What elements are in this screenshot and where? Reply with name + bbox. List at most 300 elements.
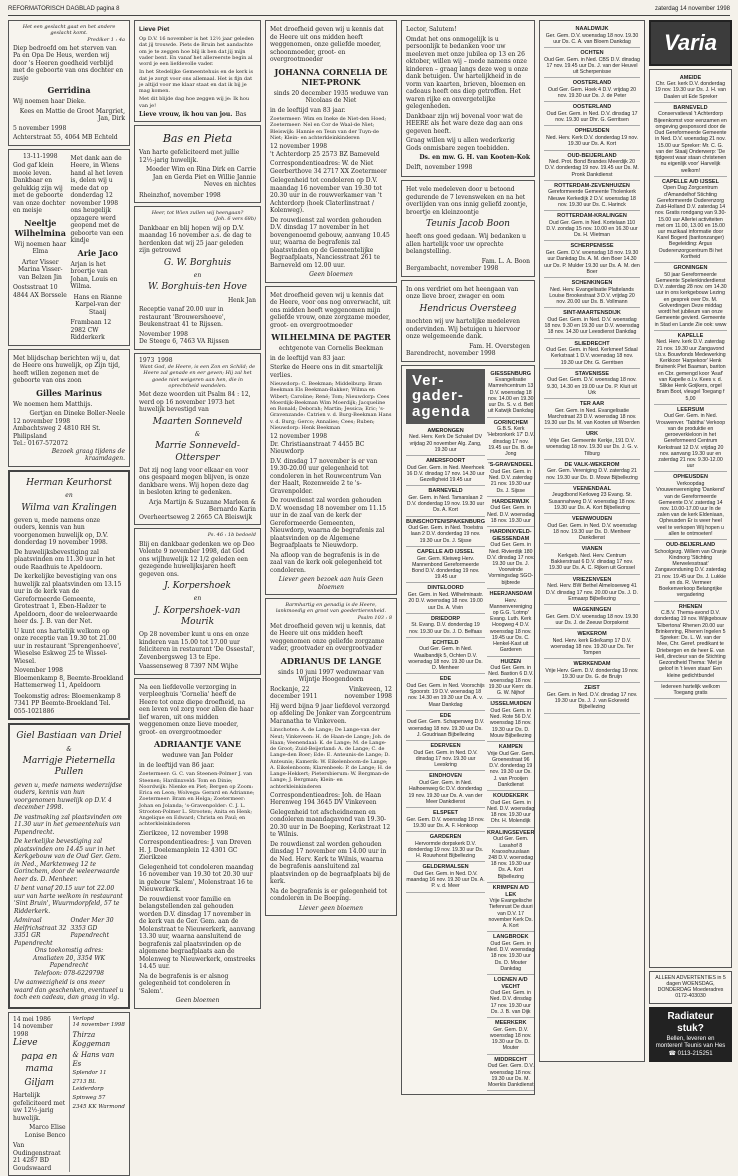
listing-title: KOUDEKERK	[487, 793, 534, 800]
listing-body: Ger. Gem. D.V. woensdag 18 nov. 19.30 uur Ds. D. Mouter	[490, 1027, 532, 1052]
handwritten-7: Spinweg 57	[73, 1095, 126, 1102]
listing-body: Ger. Gem. Vereniging D.V. zaterdag 21 nov. 19.30 uur Ds. D. Mouw Bijbellezing	[546, 468, 638, 480]
listing-item	[544, 605, 640, 629]
listing-title: VEENWOUDEN	[544, 516, 640, 523]
quote: Barmhartig en genadig is de Heere, lankmoedig en groot van goedertierenheid.	[270, 602, 392, 615]
year-from: 1973	[139, 357, 154, 365]
listing-title: NAALDWIJK	[544, 26, 640, 33]
notice-address-1: Bloemenkamp 8, Beemte-Broekland	[14, 675, 124, 683]
listing-body: Oud Ger. Gem. Hoek 4 D.V. vrijdag 20 nov. 19.30 uur Ds. J. de Peter	[548, 87, 636, 99]
notice-p2: In het Stedelijke Gemeentehuis en de kerk is dat je zorgt voor ons allemaal. Het is fijn dat je altijd voor me klaar staat en dat ik bij je mag komen.	[139, 69, 256, 94]
column-4	[401, 20, 535, 1062]
anniversary-borghuis	[134, 206, 261, 350]
listing-body: Oud Ger. Gem. in Ned. Bastion 6 D.V. woensdag 18 nov. 19.30 uur Kern: ds. G. W. Nijhof	[488, 665, 533, 696]
listing-body: Ger. Gem. in Ned. Evangelisatie Marchstraat 23 D.V. woensdag 18 nov. 19.30 uur Ds. M. van Kooten uit Woerden	[544, 408, 639, 426]
listing-body: Oud Ger. Gem. in Ned. D.V. dinsdag 17 nov. 19.30 uur Leeskring	[413, 750, 477, 768]
deceased-sub: sinds 10 juni 1997 weduwnaar van Wijntje Hoogendoorn	[270, 669, 392, 684]
names: Moeder Wim en Rina Dirk en Carrie Jan en Gerda Piet en Willie Jannie Neves en nichtes	[139, 166, 256, 189]
thanks-van-kooten	[401, 20, 535, 177]
listing-item	[654, 73, 727, 103]
notice-address-2: Frambaan 12 2982 CW Ridderkerk	[71, 319, 126, 342]
notice-p2: De rouwdienst voor familie en belangstellenden zal gehouden worden D.V. dinsdag 17 november in de kerk van de Ger. Gem. aan de Molenstraat te Nieuwerkerk, aanvang 13.30 uur, waarna aansluitend de begrafenis zal plaatsvinden op de algemene begraafplaats aan de Molenweg te Nieuwerkerk, omstreeks 14.45 uur.	[139, 896, 256, 971]
notice-phone: Telefoon: 078-6229798	[14, 970, 124, 978]
listing-item	[544, 339, 640, 369]
handwritten-4: & Hans van Es	[73, 1051, 126, 1069]
listing-item	[487, 527, 534, 589]
listing-body: Ned. Herv. kerk D.V. zaterdag 21 nov. 19.30 uur Zangavond t.b.v. Bouwfonds Medewerking Kerkkoor 'Harpekoor' Henk Bruinenk Piet Baaman, bariton en Cbr. gemengd koor 'Asaf' van Kapelle o.l.v. Kees v. d. Slikke Henk Goijkers, orgel Bram Boot, vleugel Toegang f 5,00	[655, 339, 725, 401]
listing-item	[487, 742, 534, 791]
listing-title: HUIZEN	[487, 659, 534, 666]
and: &	[14, 746, 124, 754]
listing-title: OOSTERLAND	[544, 104, 640, 111]
meeting-agenda	[401, 365, 535, 1096]
child-name: Gilles Marinus	[13, 388, 125, 398]
listing-item	[544, 484, 640, 514]
listing-title: KAMPEN	[487, 744, 534, 751]
listing-title: DE VALK-WEKEROM	[544, 462, 640, 469]
column-5	[539, 20, 645, 1062]
deceased-name: JOHANNA CORNELIA DE NIET-PRONK	[270, 67, 392, 87]
parents: Kees en Mattie de Groot Margriet, Jan, Dirk	[13, 108, 125, 123]
listing-body: Oud Ger. Gem. in Ned. Kortelaan 110 D.V. zondag 15 nov. 10.00 en 16.30 uur Ds. H. Vlietman	[546, 220, 637, 238]
bride-name: Wilma van Kralingen	[14, 503, 124, 514]
listing-item	[544, 126, 640, 150]
listing-title: WERKENDAM	[544, 661, 640, 668]
notice-address: Achterstraat 55, 4064 MB Echteld	[13, 134, 125, 142]
column-2	[134, 20, 261, 1062]
listing-body: Oud Ger. Gem. in Ned. Kerkmeef Sdaal Kerkstraat 1 D.V. woensdag 18 nov. 19.30 uur Dhr. G. Gerritsen	[546, 347, 637, 365]
notice-p1: D.V. dinsdag 17 november is er van 19.30-20.00 uur gelegenheid tot condoleren in het Rouwcentrum Van der Haalt, Rozenweide 2 te 's-Gravenpolder.	[270, 458, 392, 496]
listing-body: Ned. Herv. Kerk De Schakel DV vrijdag 20 november Alg. Zang, 19.30 uur	[409, 434, 482, 452]
notice-address: Vaassenseweg 8 7397 NM Wijhe	[139, 663, 256, 671]
deceased-name: ADRIANUS DE LANGE	[270, 656, 392, 666]
listing-title: AMERONGEN	[406, 428, 485, 435]
column-1	[8, 20, 130, 1062]
notice-footer: Geen bloemen	[139, 997, 256, 1005]
notice-address: Van Oudingenstraat 21 4287 BD Goudswaard	[13, 1142, 66, 1172]
notice-body: Met deze woorden uit Psalm 84 : 12, werd op 16 november 1973 het huwelijk bevestigd van	[139, 391, 256, 414]
and: en	[139, 272, 256, 280]
listing-item	[487, 418, 534, 461]
listing-title: SCHERPENISSE	[544, 243, 640, 250]
notice-body: geven u, mede namens onze ouders, kennis van hun voorgenomen huwelijk op, D.V. donderdag 19 november 1998.	[14, 517, 124, 547]
listing-body: Ger. Gem. D.V. woensdag 18 nov. 19.30 uur Ds. C. A. van Bloem Dankdag	[546, 33, 639, 45]
anniversary-sonneveld	[134, 353, 261, 526]
listing-title: EINDHOVEN	[406, 773, 485, 780]
listing-item	[544, 575, 640, 605]
notice-body: Met droefheid geven wij u kennis dat de Heere, voor ons nog onverwacht, uit ons midden heeft weggenomen mijn geliefde vrouw, onze zorgzame moeder, groot- en overgrootmoeder	[270, 292, 392, 330]
listing-item	[654, 540, 727, 601]
handwritten-2: 14 november 1998	[73, 1022, 126, 1029]
listing-title: MIDDRECHT	[487, 1057, 534, 1064]
listing-item	[487, 883, 534, 932]
listing-title: AMERSFOORT	[406, 458, 485, 465]
parents: Gertjan en Dineke Boller-Neele	[13, 410, 125, 418]
notice-p1: Gelegenheid tot condoleren maandag 16 november van 19.30 tot 20.30 uur in gebouw 'Salem', Molenstraat 16 te Nieuwerkerk.	[139, 864, 256, 894]
listing-body: Oud Ger. Gem. in Ned. Rote 56 D.V. woensdag 18 nov. 19.30 uur Ds. D. Mouw Bijbellezing	[490, 708, 532, 739]
quote: Heer, tot Wien zullen wij heengaan?	[139, 210, 256, 216]
year-to: 1998	[157, 357, 172, 365]
signature: Fam. H. Overstegen	[406, 343, 530, 351]
handwritten-3: Thirza Koggeman	[73, 1031, 126, 1049]
listing-title: STAVENISSE	[544, 371, 640, 378]
children: Arja Martijn & Suzanne Marleen & Bernardo Karin	[139, 499, 256, 514]
listing-title: OOSTERLAND	[544, 80, 640, 87]
notice-address-2: Onder Mer 30 3353 GD Papendrecht	[71, 917, 125, 947]
quote-ref: (Joh. 6 vers 68b)	[139, 216, 256, 222]
notice-body: Van harte gefeliciteerd met jullie 12½-jarig huwelijk.	[139, 149, 256, 164]
listing-body: Conservatieval 't Achterdorp Bijeenkomst voor eenzamen en omgeving gesponsord door de Oud Gereformeerde Gemeente in Ned. D.V. woensdag 21 nov. 15.00 uur Spreker: Mr. C. G. van der Staaij Onderwerp: 'De tijdgeest waar staan christenen nu eigenlijk voor' Harvelijk welkom!	[654, 111, 727, 173]
notice-body: Na een liefdevolle verzorging in verpleeghuis 'Cornelia' heeft de Heere tot onze diepe droefheid, na een leven vol zorg voor allen die haar lief waren, uit ons midden weggenomen onze lieve moeder, groot- en overgrootmoeder	[139, 684, 256, 737]
listing-title: CAPELLE A/D IJSSEL	[654, 179, 727, 186]
listing-body: Chr. Ger. kerk D.V. donderdag 19 nov. 19.30 uur Ds. J. H. van Daalen uit Ede Spreker	[655, 81, 726, 99]
listing-body: Oud Ger. Gem. in Ned. D.V. maandag 16 nov. 19.30 uur Ds. A. P. v. d. Meer	[406, 871, 484, 889]
listing-body: Oud Ger. Gem. in Ned. Meerhoek 16 D.V. dinsdag 17 nov. 14.30 uur Gezelligheid 19.45 uur	[407, 465, 485, 483]
quote: Het een geslacht gaat en het andere geslacht komt.	[13, 24, 125, 37]
deceased-name: ADRIAANTJE VANE	[139, 739, 256, 749]
agenda-title-1: Ver-	[412, 373, 479, 389]
listing-title: HARDINXVELD-GIESSENDAM	[487, 529, 534, 542]
listing-body: Ned. Herv. BW Bethel Almeloseweg 41 D.V. dinsdag 17 nov. 20.00 uur Ds. J. D. Ermaarp Bijbellezing	[546, 583, 638, 601]
notice-p3: U kunt ons hartelijk welkom op onze receptie van 19.30 tot 21.00 uur in restaurant 'Sprengenhoeve', Wieselse Eskweg 25 te Wissel-Wiesel.	[14, 628, 124, 666]
notice-date: November 1998	[139, 331, 256, 339]
listing-title: OPHEUSDEN	[544, 128, 640, 135]
notice-bas-en-pieta	[134, 125, 261, 203]
notice-address: De Steege 6, 7463 VA Rijssen	[139, 338, 256, 346]
varia-heading: Varia	[649, 20, 732, 66]
notice-footer: Liever geen bezoek aan huis Geen bloemen	[270, 576, 392, 591]
deceased-age: in de leeftijd van 83 jaar.	[270, 107, 392, 115]
listing-body: Ger. Gem. in Ned. D.V. dinsdag 17 nov. 19.30 uur Ds. J. J. van Eckeveld Bijbellezing	[547, 692, 638, 710]
listing-body: Ger. Gem. D.V. woensdag 18 nov. 19.30 uur Dankdag Ds. A. M. den Boer 14.30 uur Ds. P. Mulder 19.30 uur Ds. A. M. den Boer	[544, 250, 640, 275]
listing-item	[544, 460, 640, 484]
notice-date: Delft, november 1998	[406, 164, 530, 172]
listing-title: LANGBROEK	[487, 934, 534, 941]
notice-note: Bezoek graag tijdens de kraamdagen.	[13, 448, 125, 463]
anniversary-notice-giljam	[8, 1012, 130, 1176]
notice-body: God gaf klein mooie leven. Dankbaar en gelukkig zijn wij met de geboorte van onze dochter en meisje	[13, 162, 68, 215]
listing-body: Oud Ger. Gem. Lasahof 8 Kraosohuuslaan 248 D.V. woensdag 18 nov. 19.30 uur Ds. A. Kort Bijbellezing	[488, 836, 533, 879]
listing-item	[406, 674, 485, 711]
notice-address: Oostsstraat 10 4844 AX Borssele	[13, 284, 68, 299]
birth-notice-gerridina	[8, 20, 130, 146]
agenda-title-2: gader-	[412, 388, 479, 404]
listing-item	[406, 771, 485, 808]
birth-date: 22 december 1911	[270, 686, 317, 701]
and: &	[139, 431, 256, 439]
listing-item	[487, 1055, 534, 1092]
future-label: Ons toekomstig adres:	[14, 947, 124, 955]
listing-title: OPHEUSDEN	[654, 474, 727, 481]
listing-title: IJSSELMUIDEN	[487, 701, 534, 708]
listing-title: OCHTEN	[544, 50, 640, 57]
listing-item	[406, 711, 485, 741]
listing-title: CAPELLE A/D IJSSEL	[406, 549, 485, 556]
notice-p3: Na de begrafenis is er gelegenheid tot condoleren in De Boeping.	[270, 888, 392, 903]
listing-title: OUD-BEIJERLAND	[654, 542, 727, 549]
listing-item	[406, 547, 485, 584]
family-list: Nieuwdorp: C. Beekman; Middelburg: Bram Beekman Els Beekman-Bakker; Wilma en Wibert; Caroline; René; Tom; Nieuwdorp: Cees Moerdijk-Beekman Wim Moerdijk; Jacqueline en Ronald; Deborah; Martin; Jessica; Eric; 's-Gravenzande: Catrien v. d. Burg-Beekman Hans v. d. Burg; Gerco; Annalies; Cees; Ruben; Nieuwdorp: Henk Beekman	[270, 381, 392, 431]
quote: Sterke de Heere ons in dit smartelijk verlies.	[270, 364, 392, 379]
agenda-title-3: agenda	[412, 404, 479, 420]
ad-classifieds: ALLEEN ADVERTENTIES in 5 dagen WOENSDAG, DONDERDAG Moederadres 0172-403030	[649, 971, 732, 1004]
signature-2: Bas	[235, 111, 246, 119]
listing-item	[654, 331, 727, 405]
notice-p3: U bent vanaf 20.15 uur tot 22.00 uur van harte welkom in restaurant 'Sint Bruin', Wuurmdorpfeld, 57 te Ridderkerk.	[14, 885, 124, 915]
notice-date: Barendrecht, november 1998	[406, 350, 530, 358]
parents: Arter Visser Marina Visser-van Belzen Jin	[13, 259, 68, 282]
name-1: G. W. Borghuis	[139, 258, 256, 269]
death-date: 12 november 1998	[344, 686, 392, 701]
quote: Want God, de Heere, is een Zon en Schild; de Heere zal genade en eer geven; Hij zal het goede niet weigeren aan hen, die in oprechtheid wandelen.	[139, 364, 256, 389]
listing-body: 50 jaar Gereformeerde Gemeente Spelenkinderdienst D.V. zaterdag 28 nov. om 14.30 uur in ons kerkgebouw Lezing en gesprek over Ds. M. Golverdingen Deze middag wordt het jubileum van onze Gemeente gevierd. Gemeente in Stad en Lande Zie ook: www	[654, 272, 726, 328]
notice-footer: Liever geen bloemen	[270, 905, 392, 913]
listing-item	[544, 369, 640, 399]
obituary-de-pagter	[265, 286, 397, 596]
listing-item	[487, 791, 534, 828]
future-address: Amaliaten 20, 3354 WK Papendrecht	[14, 955, 124, 970]
family-list: Zoetermeer: Wim en Ineke de Niet-den Hoed; Zoetermeer: Nel en Cor de Waal-de Niet; Bleiswijk: Hannie en Teun van der Tuyn-de Niet; Klein- en achterkleinkinderen	[270, 116, 392, 141]
notice-sub-2: Arjan is het broertje van Johan, Louis en Wilma.	[71, 261, 126, 291]
listing-body: Ned. Herv. Evangelisatie Plattelands Louise Brookestraat 3 D.V. vrijdag 20 nov. 20.00 uur Ds. B. Vollmann	[549, 287, 634, 305]
listing-item	[487, 828, 534, 883]
listing-body: Oud Ger. Gem. in Ned. D.V. woensdag 18 nov. 19.30 uur Dhr. H. Molendijk	[487, 800, 534, 825]
agenda-column-b	[487, 369, 534, 1092]
notice-address-2: Hattemerweg 11, Apeldoorn	[14, 682, 124, 690]
and: en	[14, 492, 124, 500]
notice-body-2: Dat zij nog lang voor elkaar en voor ons gespaard mogen blijven, is onze dankbare wens. Wij hopen deze dag in besloten kring te gedenken.	[139, 467, 256, 497]
listing-item	[406, 862, 485, 892]
listing-item	[544, 429, 640, 459]
notice-sub: Wij noemen haar Elma	[13, 241, 68, 256]
column-6	[649, 20, 732, 1062]
listing-item	[544, 544, 640, 574]
listing-item	[487, 1018, 534, 1055]
listing-body: Oud Ger. Gem. in Ned. Voorschijs Spoorstr. 19 D.V. woensdag 18 nov. 14.30 en 19.30 uur Ds. A. v. Maar Dankdag	[406, 683, 484, 708]
listing-body: Gereformeerde Gemeente Tholenkerk Nieuwe Kerkedijk 2 D.V. woensdag 18 nov. 19.30 uur Ds. C. Harinck	[548, 189, 636, 207]
notice-body: Omdat het ons onmogelijk is u persoonlijk te bedanken voor uw meeleven met onze jubilea op 13 en 26 oktober, willen wij – mede namens onze kinderen – graag langs deze weg u onze dank betuigen. Uw hartelijkheid in de vorm van kaarten, brieven, bloemen en cadeaus heeft ons diep getroffen. Het waren rijke en onvergetelijke gelegenheden.	[406, 36, 530, 111]
child-name: Neeltje Wilhelmina	[13, 218, 68, 238]
listing-body: Oud Ger. Gem. in Ned. Vrouwenver. 'Tabitha' Verkoop van de produktie en geroeverkieloon in het Gereformeerd Centrum Kerkstraat 12 D.V. vrijdag 20 nov. aanvang 19.30 uur en zaterdag 21 nov. 9.30-12.00 uur	[656, 413, 725, 469]
notice-footer: Geen bloemen	[270, 271, 392, 279]
listing-body: Jeugdbond Kerkweg 23 Evang. St. Susannahweg D.V. woensdag 18 nov. 19.30 uur Ds. A. Kort Bijbellezing	[548, 492, 635, 510]
listing-item	[544, 629, 640, 659]
listing-title: HARDERWIJK	[487, 499, 534, 506]
listing-item	[654, 103, 727, 177]
notice-p1: De vastmaking zal plaatsvinden om 11.30 uur in het gemeentehuis van Papendrecht.	[14, 814, 124, 837]
notice-p3: Na de begrafenis is er alsnog gelegenheid tot condoleren in 'Salem'.	[139, 973, 256, 996]
listing-item	[544, 78, 640, 102]
listing-title: WEKEROM	[544, 631, 640, 638]
notice-date: Rheinzhof, november 1998	[139, 192, 256, 200]
varia-list	[649, 69, 732, 968]
listing-item	[487, 657, 534, 700]
birth-notice-gilles	[8, 349, 130, 467]
listing-item	[406, 638, 485, 675]
signature: Ds. en mw. G. H. van Kooten-Kok	[406, 154, 530, 162]
listing-body: Oud Ger. Gem. in Ned. Troelstra laan 2 D.V. donderdag 19 nov. 19.30 uur Ds. J. Sijsse	[408, 525, 483, 543]
listing-item	[544, 659, 640, 683]
listing-item	[544, 151, 640, 181]
listing-body: Ger. Gem. D.V. woensdag 18 nov. 19.30 uur Ds. J. de Zeeuw Dorpskerst	[546, 614, 639, 626]
quote-ref: Psalm 103 : 8	[270, 615, 392, 621]
deceased-age: in de leeftijd van 86 jaar.	[139, 762, 256, 770]
notice-p0: Hij werd bijna 9 jaar liefdevol verzorgd op afdeling De Jonker van Zorgcentrum Maranatha te Vinkeveen.	[270, 703, 392, 726]
notice-p2: De kerkelijke bevestiging zal plaatsvinden om 14.45 uur in het Kerkgebouw van de Oud Ger. Gem. in Ned., Marktenweg 12 te Gorinchem, door de weleerwaarde heer ds. D. Menheer.	[14, 838, 124, 883]
listing-title: BUNSCHOTEN/SPAKENBURG	[406, 519, 485, 526]
notice-body: Dankbaar en blij hopen wij op D.V. maandag 16 november a.s. de dag te herdenken dat wij 25 jaar geleden zijn getrouwd	[139, 225, 256, 255]
notice-date: 12 november 1998	[270, 433, 392, 441]
notice-date: Bergambacht, november 1998	[406, 265, 530, 273]
listing-body: Herv. Mannenvereniging op G.G. 'Lotmp' Evang. Luth. Kerk Hoogweg 4 D.V. woensdag 18 nov. 19.45 uur Ds. C. Henkel-Kast uit Garderen	[489, 598, 532, 654]
listing-item	[487, 932, 534, 975]
notice-address: Ambachtsweg 2 4810 RH St. Philipsland	[13, 425, 125, 440]
listing-title: VIANEN	[544, 546, 640, 553]
listing-title: TER AAR	[544, 401, 640, 408]
church-services-list	[539, 20, 645, 1062]
agenda-title	[406, 369, 485, 424]
notice-body: In ons verdriet om het heengaan van onze lieve broer, zwager en oom	[406, 286, 530, 301]
notice-body: Blij en dankbaar gedenken we op Deo Volente 9 november 1998, dat God ons wijlhuwelijk 12 1/2 geleden een gezegende huwelijksjaren heeft gegeven ons.	[139, 541, 256, 579]
listing-body: Ger. Gem. Kleiweg Herv. Mannenbond Gereformeerde Bond D.V. donderdag 19 nov. 19.45 uur	[412, 556, 480, 581]
notice-body: Met droefheid geven wij u kennis dat de Heere uit ons midden heeft weggenomen, onze geliefde moeder, schoonmoeder, groot- en overgrootmoeder	[270, 26, 392, 64]
family-list: Zoetermeer: G. C. van Steenen-Polmer J. van Steenen; Hardinxveld: Tom en Dinie; Noordwijk: Nienke en Piet; Bergen op Zoom: Erica en Leon; Wolvega: Gerard en Adrianne; Zoetermeer: Bram en Helga; Zoetermeer: Johan en Jolanda; 's-Gravenpolder: C. J. L. Strooten-Polmer L. Strooten; Anita en Henk; Angelique en Edward; Christa en Paul; en achterkleinkinderen	[139, 771, 256, 827]
listing-title: GIESSENBURG	[487, 371, 534, 378]
listing-body: Iedereen hartelijk welkom Toegang gratis	[661, 684, 720, 696]
deceased-sub: sinds 20 december 1935 weduwe van Nicolaas de Niet	[270, 90, 392, 105]
listing-item	[487, 460, 534, 497]
child-name: Gerridina	[13, 85, 125, 95]
notice-lieve-piet	[134, 20, 261, 122]
notice-body: Hartelijk gefeliciteerd met uw 12½-jarig huwelijk.	[13, 1092, 66, 1122]
listing-title: LOENEN A/D VECHT	[487, 977, 534, 990]
listing-title: ROTTERDAM-ZEVENHUIZEN	[544, 183, 640, 190]
family-list: Linschoten: A. de Lange; De Lange-van der Neut; Vinkeveen: H. de Haan-de Lange; Joh. de Haan; Veenendaal: K. de Lange; M. de Lange-de Groot; Zuid-Beijerland: A. de Lange; C. de Lange-den Boer; Ede: E. Anteunis-de Lange; D. Anteunis; Kamerik: W. Eikelenboom-de Lange; A. Eikelenboom; Klarenbeek: P. de Lange; H. de Lange-Hekkert; Pietersbierum: W. Bergman-de Lange; J. Bergman; Klein- en achterkleinkinderen	[270, 727, 392, 790]
future-address: Toekomstig adres: Bloemenkamp 8 7341 PP Beemte-Broekland Tel. 055-1021886	[14, 693, 124, 716]
listing-title: ZEIST	[544, 685, 640, 692]
notice-p3: Graag willen wij u allen wederkerig Gods onmisbare zegen toebidden.	[406, 137, 530, 152]
listing-item	[544, 308, 640, 338]
notice-title: Lieve Piet	[139, 26, 256, 34]
listing-item	[544, 211, 640, 241]
listing-title: BARNEVELD	[406, 488, 485, 495]
birth-place: Rockanje,	[270, 686, 300, 693]
children: Marco Elise Lonise Benco	[13, 1124, 66, 1139]
birth-notice-neeltje	[8, 149, 130, 346]
notice-date: 13-11-1998	[13, 153, 68, 161]
listing-body: Vrije Oud Ger. Gem. Groenestraat 96 D.V. donderdag 19 nov. 19.30 uur Ds. J. van Prooijen Dankdienst	[487, 751, 534, 788]
listing-title: VRIEZENVEEN	[544, 577, 640, 584]
listing-body: Oud Ger. Gem. in Ned. D.V. woensdag 18 nov. 19.30 uur Ds. D. Mouter Dankdag	[487, 941, 534, 972]
listing-title: GORINCHEM	[487, 420, 534, 427]
groom-name: Herman Keurhorst	[14, 478, 124, 489]
listing-body: Oud Ger. Gem. in Ned. D.V. woensdag 18 nov. 19.30 uur	[487, 505, 534, 523]
listing-title: SINT-MAARTENSDIJK	[544, 310, 640, 317]
notice-body: Met blijdschap berichten wij u, dat de Heere ons huwelijk, op Zijn tijd, heeft willen zegenen met de geboorte van ons zoon	[13, 355, 125, 385]
obituary-de-lange	[265, 598, 397, 916]
handwritten-1: Verlopd	[73, 1016, 126, 1023]
listing-title: SLIEDRECHT	[544, 341, 640, 348]
notice-address: 't Achterdorp 25 2573 BZ Bameveld	[270, 151, 392, 159]
listing-item	[654, 602, 727, 682]
listing-body: Oud Ger. Gem. Schapenweg D.V. woensdag 18 nov. 19.30 uur Ds. J. Goudriaan Bijbellezing	[407, 719, 485, 737]
listing-title: DINTELOORD	[406, 585, 485, 592]
listing-title: WAGENINGEN	[544, 607, 640, 614]
thanks-oversteeg	[401, 280, 535, 362]
death-place: Vinkeveen,	[349, 686, 382, 693]
listing-item	[544, 48, 640, 78]
header-left: REFORMATORISCH DAGBLAD pagina 8	[8, 6, 119, 14]
date-from: 14 mei 1986	[13, 1016, 66, 1024]
listing-title: KRIMPEN A/D LEK	[487, 885, 534, 898]
deceased-sub: weduwe van Jan Polder	[139, 752, 256, 760]
listing-title: GRONINGEN	[654, 265, 727, 272]
thanks-boon	[401, 180, 535, 277]
listing-body: Verkoopdag Vrouwenvereniging 'Dankend' van de Gereformeerde Gemeente D.V. zaterdag 14 nov. 10.00-17.00 uur In de zalen van de kerk Eldeniaan, Opheusden Er is weer heel veel te verkopen Wij hopen u allen te ontmoeten!	[656, 481, 724, 537]
listing-title: GARDEREN	[406, 834, 485, 841]
listing-item	[487, 589, 534, 657]
notice-note: Uw aanwezigheid is ons meer waard dan geschenken, eventueel u toch een cadeau, dan graag in vlg.	[14, 979, 124, 1002]
listing-item	[544, 514, 640, 544]
listing-title: EDERVEEN	[406, 743, 485, 750]
listing-item	[544, 241, 640, 278]
listing-item	[406, 614, 485, 638]
listing-title: ELSPEET	[406, 810, 485, 817]
quote-ref: Prediker 1 : 4a	[13, 37, 125, 43]
listing-item	[544, 278, 640, 308]
notice-date: 12 november 1998	[13, 418, 125, 426]
correspondence-address: Correspondentieadres: W. de Niet Geerberthove 34 2717 XX Zoetermeer	[270, 160, 392, 175]
listing-body: Ger. Gem. in Ned. Wilhelminastr. 20 D.V. woensdag 18 nov. 19.00 uur Ds. A. Vivin	[408, 592, 484, 610]
listing-body: Oud Ger. Gem. in Ned. D.V. dinsdag 17 nov. 19.30 uur Dhr. G. Gerritsen	[547, 111, 638, 123]
listing-title: LEERSUM	[654, 407, 727, 414]
and: en	[139, 595, 256, 603]
listing-item	[406, 486, 485, 516]
agenda-column-a	[406, 369, 485, 1092]
deceased-sub: echtgenote van Cornelis Beekman	[270, 345, 392, 353]
listing-body: Oud Ger. Gem. in Ned. Halhoenweg 6c D.V. donderdag 19 nov. 19.30 uur Ds. A. van der Meer Dankdienst	[409, 780, 483, 805]
listing-item	[406, 808, 485, 832]
notice-p3: Na afloop van de begrafenis is in de zaal van de kerk ook gelegenheid tot condoleren.	[270, 552, 392, 575]
listing-title: EDE	[406, 676, 485, 683]
listing-body: Oud Ger. Gem. in Ned. D.V. dinsdag 17 nov. 19.30 uur Ds. J. B. van Dijk	[490, 990, 532, 1015]
listing-body: Vrije Evangelische Tiefenrust De duuri van D.V. 17 november Kerk Ds. A. Kort	[489, 898, 533, 929]
notice-address-1: Admiraal Helfrichstraat 32 3351 GR Papendrecht	[14, 917, 68, 947]
notice-sub: Wij noemen haar Dieke.	[13, 98, 125, 106]
listing-title: VEENENDAAL	[544, 486, 640, 493]
listing-item	[544, 24, 640, 48]
header-right: zaterdag 14 november 1998	[655, 6, 730, 14]
listing-body: Schoolgezg. Willem van Oranje Kindnorg 'Stichting Merwelesstraat' Zangavonduning D.V. zaterdag 21 nov. 19.45 uur Ds. J. Lukkie en ds. R. Vermeer Boekenverkoop Belangrijke vergadering	[654, 549, 726, 599]
quote-ref: Ps. 46 : 1b bedoeld	[139, 532, 256, 538]
wedding-notice-keurhorst	[8, 470, 130, 721]
listing-title: AMEIDE	[654, 75, 727, 82]
listing-item	[487, 975, 534, 1018]
listing-item	[654, 472, 727, 540]
listing-body: Oud Ger. Gem. in Ned. Waalbandijk 5, Ochten D.V. woensdag 18 nov. 19.30 uur Ds. D. Menheer	[408, 646, 482, 671]
salutation: Lieve	[13, 1038, 66, 1049]
listing-body: Oud Ger. Gem. in Ned. CBS D.V. dinsdag 17 nov. 19.45 uur Ds. J. van der Heuvel uit Scherpenisse	[544, 57, 640, 75]
listing-body: Vrije Herv. Gem. D.V. donderdag 19 nov. 19.30 uur Ds. G. de Bruijn	[545, 668, 638, 680]
listing-item	[544, 683, 640, 713]
notice-p1: Gelegenheid tot afscheidnemen en condoleren maandagavond van 19.30-20.30 uur in De Boeping, Kerkstraat 12 te Wilnis.	[270, 809, 392, 839]
name-1: Maarten Sonneveld	[139, 417, 256, 428]
listing-title: BARNEVELD	[654, 105, 727, 112]
notice-body-2: Met dank aan de Heere, in Wiens hand al het leven is, delen wij u mede dat op donderdag 12 november 1998 ons heugelijk opzagere werd geopend met de geboorte van een kindje	[71, 155, 126, 245]
listing-title: RHENEN	[654, 604, 727, 611]
child-name-2: Arie Jaco	[71, 248, 126, 258]
parents-2: Hans en Rianne Karpel-van der Staaij	[71, 294, 126, 317]
